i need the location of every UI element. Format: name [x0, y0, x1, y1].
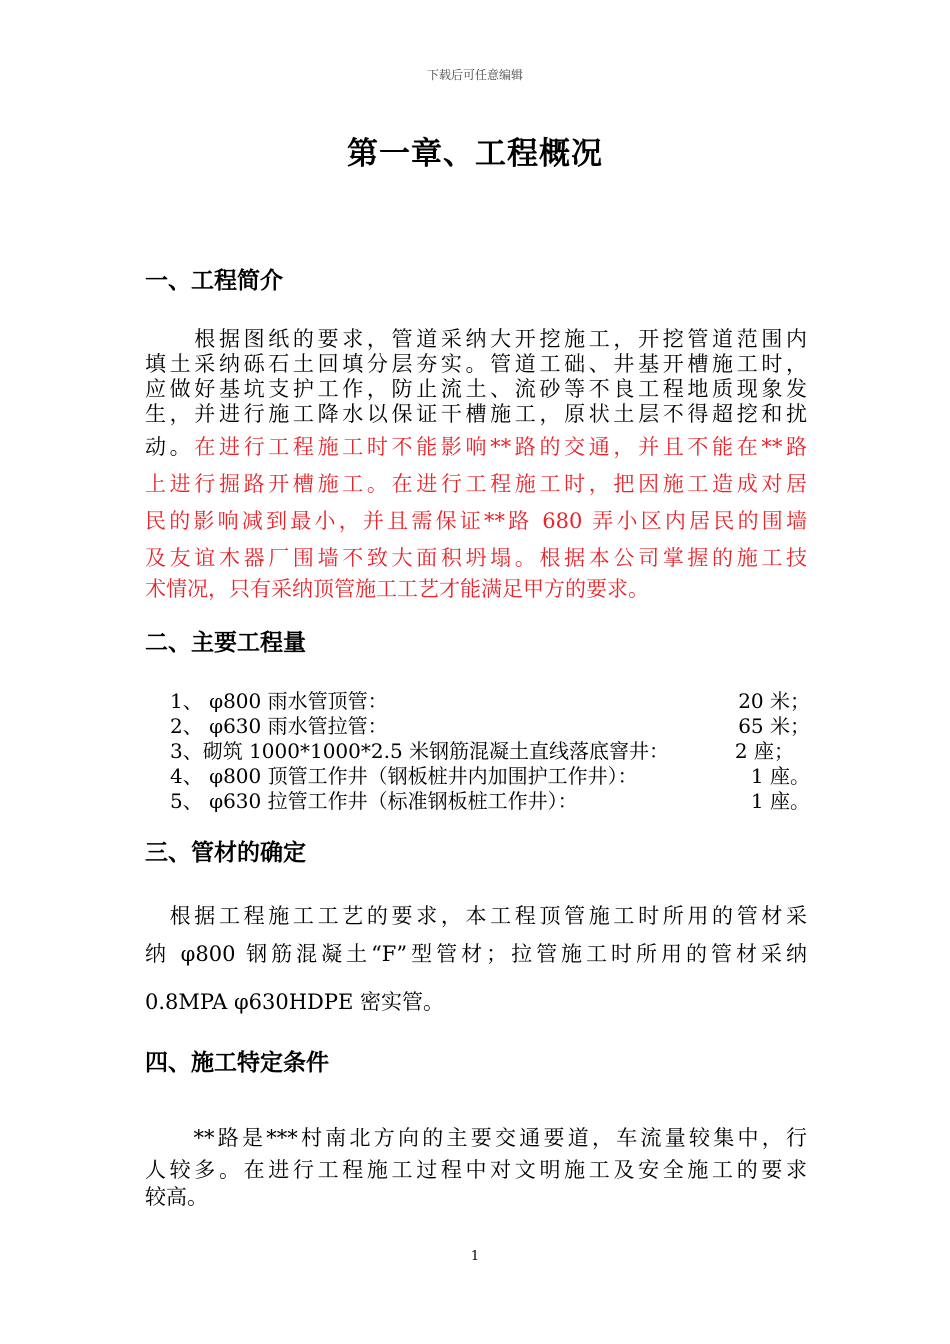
list-item: [170, 764, 810, 789]
section-heading-quantities: 二、主要工程量: [145, 630, 306, 656]
item-label: 4、 φ800 顶管工作井（钢板桩井内加围护工作井）：: [170, 764, 638, 788]
item-value: 1 座。: [750, 789, 810, 813]
item-value: 2 座；: [734, 739, 794, 763]
highlighted-text: 在进行工程施工时不能影响**路的交通，并且不能在**路: [194, 435, 808, 459]
quantity-list: [170, 689, 810, 814]
paragraph-line: 根据图纸的要求，管道采纳大开挖施工，开挖管道范围内: [145, 327, 807, 351]
list-item: [170, 714, 810, 739]
highlighted-line: 术情况，只有采纳顶管施工工艺才能满足甲方的要求。: [145, 577, 649, 601]
paragraph-line-mixed: [145, 429, 807, 466]
chapter-title: 第一章、工程概况: [347, 136, 603, 172]
list-item: [170, 739, 794, 764]
list-item: [170, 689, 810, 714]
page-number: 1: [470, 1249, 480, 1264]
item-value: 65 米；: [738, 714, 810, 738]
section-heading-pipe-material: 三、管材的确定: [145, 840, 306, 866]
paragraph-line: 较高。: [145, 1185, 208, 1209]
paragraph-line: 纳 φ800 钢筋混凝土“F”型管材；拉管施工时所用的管材采纳: [145, 942, 807, 966]
item-label: 3、砌筑 1000*1000*2.5 米钢筋混凝土直线落底窨井：: [170, 739, 670, 763]
paragraph-line: 人较多。在进行工程施工过程中对文明施工及安全施工的要求: [145, 1158, 807, 1182]
section-heading-site-conditions: 四、施工特定条件: [145, 1050, 329, 1076]
overview-paragraph: [145, 327, 807, 602]
paragraph-line: 填土采纳砾石土回填分层夯实。管道工础、井基开槽施工时，: [145, 352, 807, 376]
highlighted-line: 民的影响减到最小，并且需保证**路 680 弄小区内居民的围墙: [145, 509, 807, 533]
site-conditions-paragraph: [145, 1120, 807, 1211]
paragraph-line: 0.8MPA φ630HDPE 密实管。: [145, 990, 445, 1014]
highlighted-line: 及友谊木器厂围墙不致大面积坍塌。根据本公司掌握的施工技: [145, 546, 807, 570]
section-heading-overview: 一、工程简介: [145, 268, 283, 294]
list-item: [170, 789, 810, 814]
header-note: 下载后可任意编辑: [426, 68, 523, 82]
item-value: 1 座。: [750, 764, 810, 788]
paragraph-line: **路是***村南北方向的主要交通要道，车流量较集中，行: [145, 1126, 807, 1150]
paragraph-text: 动。: [145, 435, 195, 459]
paragraph-line: 应做好基坑支护工作，防止流土、流砂等不良工程地质现象发: [145, 377, 807, 401]
item-label: 5、 φ630 拉管工作井（标准钢板桩工作井）：: [170, 789, 578, 813]
pipe-material-paragraph: [145, 897, 807, 1021]
item-value: 20 米；: [738, 689, 810, 713]
item-label: 2、 φ630 雨水管拉管：: [170, 714, 388, 738]
highlighted-line: 上进行掘路开槽施工。在进行工程施工时，把因施工造成对居: [145, 472, 807, 496]
item-label: 1、 φ800 雨水管顶管：: [170, 689, 388, 713]
paragraph-line: 生，并进行施工降水以保证干槽施工，原状土层不得超挖和扰: [145, 402, 807, 426]
paragraph-line: 根据工程施工工艺的要求，本工程顶管施工时所用的管材采: [145, 904, 807, 928]
